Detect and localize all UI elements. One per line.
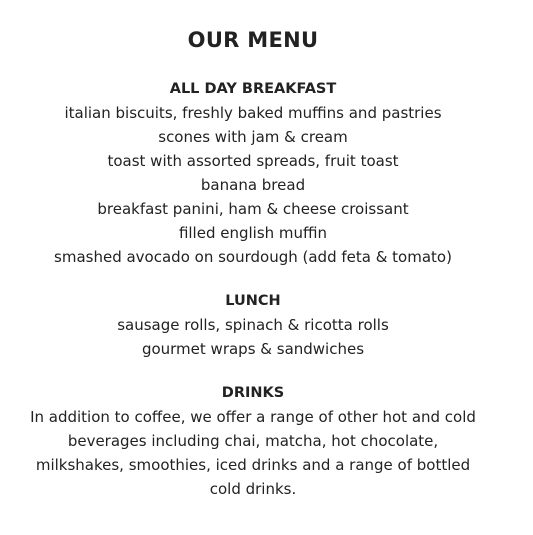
- menu-item: italian biscuits, freshly baked muffins and pastries: [64, 104, 442, 122]
- menu-item: scones with jam & cream: [158, 128, 348, 146]
- drinks-description-line: milkshakes, smoothies, iced drinks and a range of bottled: [35, 456, 471, 474]
- section-heading: ALL DAY BREAKFAST: [169, 81, 337, 97]
- section-lunch: [0, 289, 506, 361]
- drinks-description-line: cold drinks.: [209, 480, 297, 498]
- section-heading: LUNCH: [225, 293, 281, 309]
- section-all-day-breakfast: [0, 77, 506, 269]
- menu-item: smashed avocado on sourdough (add feta & tomato): [54, 248, 452, 266]
- menu-item: sausage rolls, spinach & ricotta rolls: [117, 316, 389, 334]
- menu-item: gourmet wraps & sandwiches: [141, 340, 365, 358]
- section-drinks: [0, 381, 506, 501]
- menu-item: filled english muffin: [178, 224, 328, 242]
- menu-item: banana bread: [200, 176, 306, 194]
- drinks-description-line: beverages including chai, matcha, hot chocolate,: [67, 432, 439, 450]
- drinks-description-line: In addition to coffee, we offer a range of other hot and cold: [30, 408, 476, 426]
- menu-item: breakfast panini, ham & cheese croissant: [97, 200, 409, 218]
- menu-item: toast with assorted spreads, fruit toast: [107, 152, 399, 170]
- page-title: OUR MENU: [187, 28, 319, 52]
- section-heading: DRINKS: [221, 385, 285, 401]
